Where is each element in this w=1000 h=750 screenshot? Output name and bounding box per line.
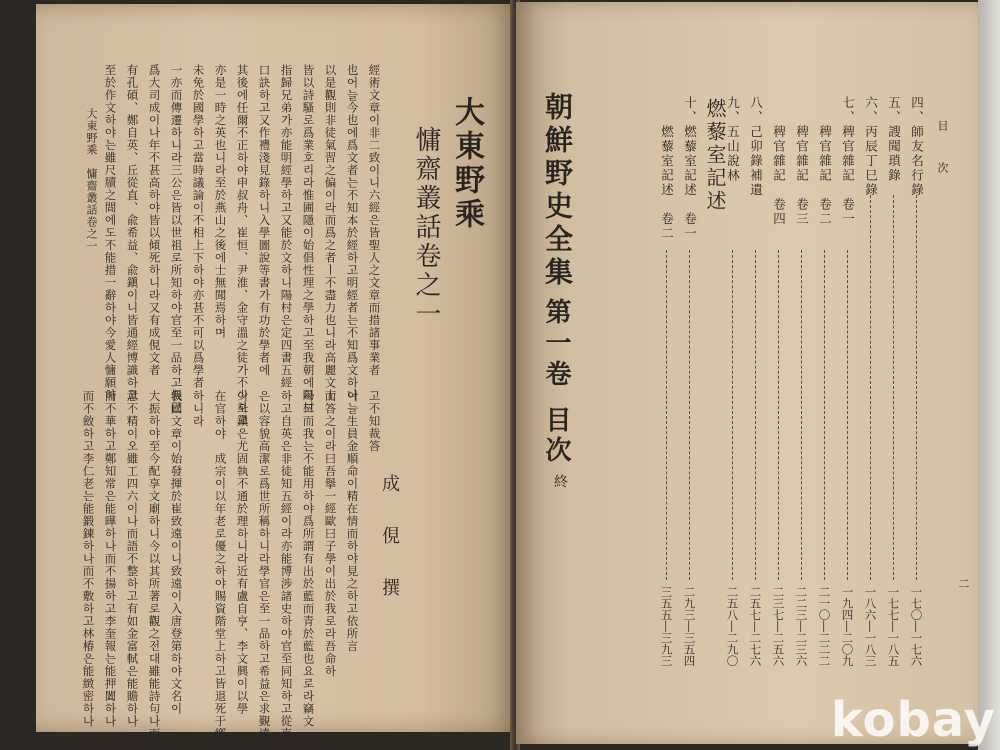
toc-entry-label: 稗官雜記 卷二 [817, 96, 833, 227]
toc-leader-line [778, 250, 779, 580]
toc-entry-pages: 二一〇―二二二 [817, 586, 832, 667]
text-column: 也어늘今也에爲文者는不知本於經하고明經者는不知爲文하나 [345, 64, 360, 402]
toc-entry-pages: 二五七―二七六 [748, 586, 763, 667]
text-column: 어늘生員金順命이精在情而하야見之하고依所言 [345, 390, 360, 653]
chapter-title: 慵齋叢話卷之一 [411, 126, 441, 329]
edition-mark: 終 [552, 474, 568, 489]
toc-leader-line [824, 250, 825, 580]
toc-entry-pages: 二三七―二五六 [771, 586, 786, 667]
toc-entry-pages: 一九四―二〇九 [840, 586, 855, 667]
text-column: 而答之이라曰吾擧一經歐曰子學이出於我로라吾命하 [323, 390, 338, 678]
toc-entry-label: 十、燃藜室記述 卷一 [682, 96, 698, 241]
toc-entry-label: 八、己卯錄補遺 [748, 96, 764, 198]
text-column: 而不華하고鄭知常은能曄하나而不揚하고李奎報는能押闔하나 [103, 390, 118, 728]
text-column: 經術文章이非二致이니六經은皆聖人之文章而措諸事業者 [367, 64, 382, 377]
text-column: 大振하야至今配享文廟하니今以其所著로觀之전대雖能詩句나而 [147, 390, 162, 740]
text-column: 亦是一時之英也니라至於燕山之後에士無聞焉하며 [213, 64, 228, 339]
toc-leader-line [732, 250, 733, 580]
toc-entry-label: 九、五山說林 [725, 96, 741, 183]
text-column: 未免於國學하고當時議論이不相上下하야亦甚不可以爲學者 [191, 64, 206, 389]
text-column: 而不斂하고李仁老는能鍛鍊하나而不敷하고林椿은能緻密하나 [81, 390, 96, 728]
toc-leader-line [666, 250, 667, 580]
text-column: 一亦而傳遷하니라三公은皆以世祖로所知하야官至一品하고俱已 [169, 64, 184, 414]
toc-entry-pages: 三五五―三九三 [659, 586, 674, 667]
book-title: 朝鮮野史全集 [541, 92, 574, 290]
text-column: 이오鎭은尤固執不通於理하니라近有盧自亨、李文興이以學 [235, 390, 250, 715]
toc-entry-pages: 一八六―一八三 [863, 586, 878, 667]
author-credit: 成 俔 撰 [379, 474, 400, 604]
text-column: 皆以詩騷로爲業호리라惟圃隱이始倡性理之學하고至我朝에陽村 [301, 64, 316, 414]
toc-leader-line [870, 195, 871, 580]
page-footer: 大東野乘 慵齋叢話卷之一 [85, 108, 98, 252]
toc-entry-pages: 一七〇―一七六 [909, 586, 924, 667]
toc-leader-line [755, 250, 756, 580]
toc-entry-label: 六、丙辰丁巳錄 [863, 96, 879, 198]
toc-leader-line [801, 250, 802, 580]
toc-entry-pages: 二九三―三五四 [682, 586, 697, 667]
toc-entry-label: 稗官雜記 卷四 [771, 96, 787, 227]
text-column: 我國文章이始發揮於崔致遠이니致遠이入唐登第하야文名이 [169, 390, 184, 715]
text-column: 爲大司成이나年不甚高하야皆以傾死하니라又有成俔文者 [147, 64, 162, 377]
text-column: 口訣하고又作禮淺見錄하니入學圖說等書가有功於學者에 [257, 64, 272, 377]
toc-leader-line [847, 250, 848, 580]
text-column: 有孔碩、鄭自英、丘從直、兪希益、兪鎭이니皆通經博識하고 [125, 64, 140, 402]
text-column: 고不知裁答 [367, 390, 382, 453]
text-column: 하고而我는不能用하야爲所謂有出於藍而青於藍也요로라竊文 [301, 390, 316, 728]
running-header: 目 次 [936, 120, 949, 183]
text-column: 指歸兄弟가亦能明經學하고又能於文하니陽村은定四書五經 [279, 64, 294, 389]
section-heading: 燃藜室記述 [703, 98, 727, 213]
page-number: 二 [957, 578, 970, 590]
toc-entry-label: 四、師友名行錄 [909, 96, 925, 198]
toc-leader-line [893, 195, 894, 580]
toc-heading: 目次 [541, 406, 571, 466]
text-column: 意不精이오雖工四六이나而語不整하고有如金富軾은能贍하나 [125, 390, 140, 728]
toc-leader-line [916, 195, 917, 580]
toc-entry-label: 稗官雜記 卷三 [794, 96, 810, 227]
text-column: 其後에任爾不正하야申叔舟、崔恒、尹淮、金守溫之徒가不少하고 [235, 64, 250, 427]
text-column: 在官하야 成宗이以年老로優之하야賜資階堂上하고皆退死于鄕 [213, 390, 228, 740]
collection-title: 大東野乘 [449, 96, 484, 232]
text-column: 以是觀則非徒氣習之偏이라而爲之者ㅣ不盡力也니라高麗文士 [323, 64, 338, 402]
toc-entry-pages: 二二三―二三六 [794, 586, 809, 667]
page-edge [978, 0, 1000, 750]
text-column: 하고自英은非徒知五經이라亦能博涉諸史하야官至同知하고從直 [279, 390, 294, 740]
text-column: 至於作文하야는雖尺牘之間에도不能措一辭하야今愛人慵願하 [103, 64, 118, 402]
text-column: 하니라 [191, 390, 206, 428]
watermark-logo: kobay [830, 692, 996, 748]
right-page [516, 2, 978, 744]
toc-entry-label: 燃藜室記述 卷二 [659, 96, 675, 241]
text-column: 은以容貌高潔로爲世所稱하니라學官은至一品하고希益은求覲達 [257, 390, 272, 740]
toc-leader-line [689, 250, 690, 580]
toc-entry-label: 五、謏聞瑣錄 [886, 96, 902, 183]
toc-entry-pages: 二五八―二九〇 [725, 586, 740, 667]
toc-entry-pages: 一七七―一八五 [886, 586, 901, 667]
toc-entry-label: 七、稗官雜記 卷一 [840, 96, 856, 227]
volume-number: 第一卷 [541, 298, 571, 391]
